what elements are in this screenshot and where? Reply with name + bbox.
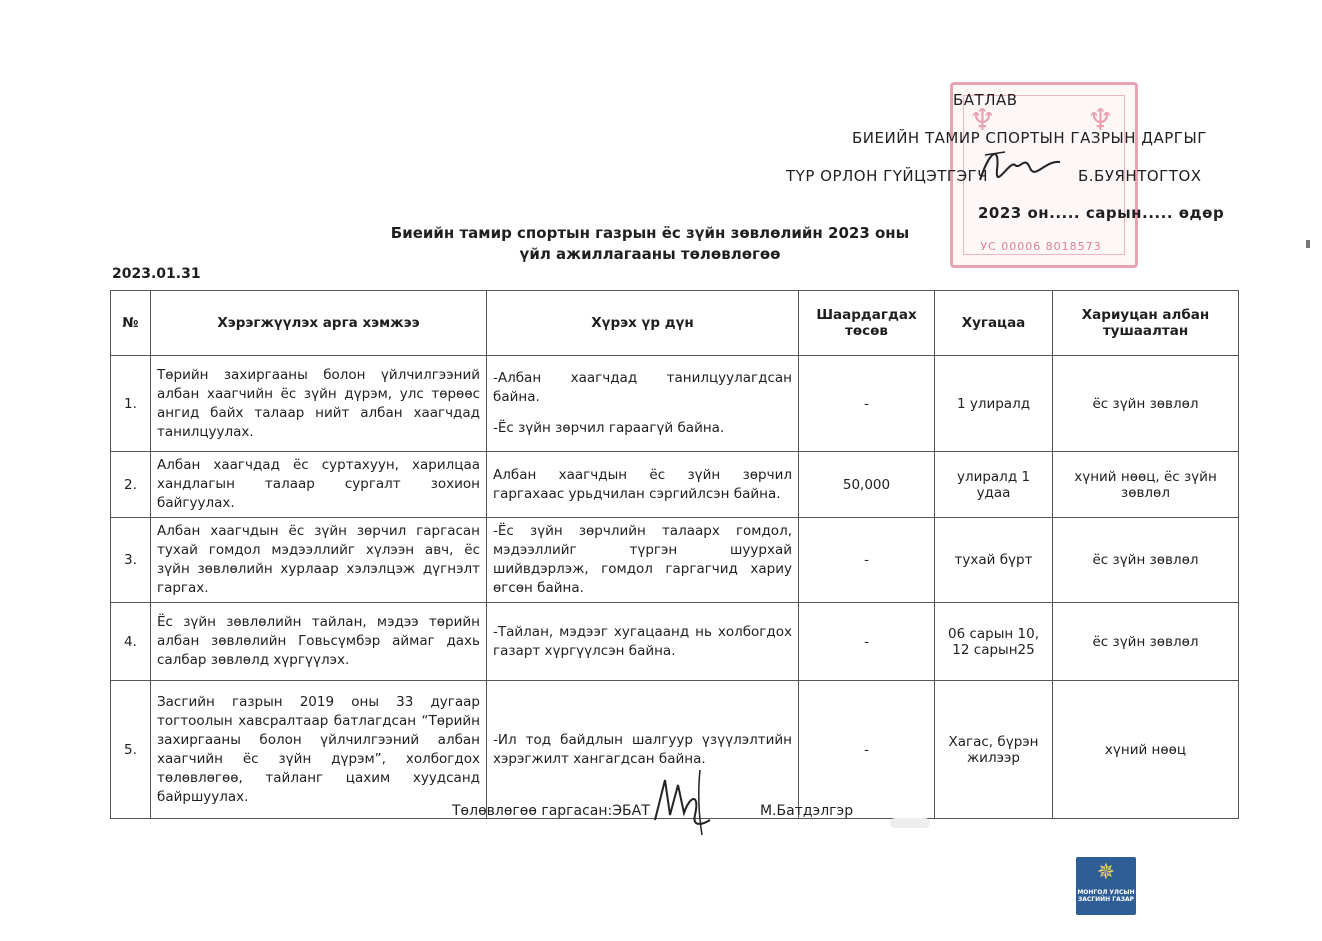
row-responsible: ёс зүйн зөвлөл bbox=[1053, 603, 1239, 681]
approval-label: БАТЛАВ bbox=[953, 91, 1018, 109]
header-result: Хүрэх үр дүн bbox=[487, 291, 799, 356]
header-deadline: Хугацаа bbox=[935, 291, 1053, 356]
title-line-2: үйл ажиллагааны төлөвлөгөө bbox=[519, 245, 781, 263]
preparer-name: М.Батдэлгэр bbox=[760, 803, 854, 819]
logo-line-1: МОНГОЛ УЛСЫН bbox=[1077, 889, 1135, 896]
scan-mark bbox=[1306, 240, 1310, 248]
row-no: 3. bbox=[111, 518, 151, 603]
soyombo-icon: ✵ bbox=[1096, 860, 1116, 885]
row-result bbox=[487, 356, 799, 452]
scan-smudge bbox=[890, 818, 930, 828]
row-action: Засгийн газрын 2019 оны 33 дугаар тогтоолын хавсралтаар батлагдсан “Төрийн захиргааны болон үйлчилгээний албан хаагчийн ёс зүйн дүрэм”, холбогдох төлөвлөгөө, тайланг цахим хуудсанд байршуулах. bbox=[151, 681, 487, 819]
header-no: № bbox=[111, 291, 151, 356]
logo-line-2: ЗАСГИЙН ГАЗАР bbox=[1077, 896, 1135, 903]
header-budget: Шаардагдах төсөв bbox=[799, 291, 935, 356]
row-budget: 50,000 bbox=[799, 452, 935, 518]
row-responsible: ёс зүйн зөвлөл bbox=[1053, 356, 1239, 452]
row-action: Албан хаагчдад ёс суртахуун, харилцаа хандлагын талаар сургалт зохион байгуулах. bbox=[151, 452, 487, 518]
row-result: -Ил тод байдлын шалгуур үзүүлэлтийн хэрэгжилт хангагдсан байна. bbox=[487, 681, 799, 819]
row-responsible: хүний нөөц, ёс зүйн зөвлөл bbox=[1053, 452, 1239, 518]
row-result: -Ёс зүйн зөрчлийн талаарх гомдол, мэдээллийг түргэн шуурхай шийвдэрлэж, гомдол гаргагчид хариу өгсөн байна. bbox=[487, 518, 799, 603]
row-result: Албан хаагчдын ёс зүйн зөрчил гаргахаас урьдчилан сэргийлсэн байна. bbox=[487, 452, 799, 518]
row-responsible: ёс зүйн зөвлөл bbox=[1053, 518, 1239, 603]
approval-name: Б.БУЯНТОГТОХ bbox=[1078, 167, 1202, 185]
row-result-line: -Ёс зүйн зөрчил гараагүй байна. bbox=[493, 420, 725, 436]
row-no: 1. bbox=[111, 356, 151, 452]
table-header-row bbox=[111, 291, 1239, 356]
document-date: 2023.01.31 bbox=[112, 266, 201, 282]
document-title bbox=[370, 223, 930, 265]
prepared-by: Төлөвлөгөө гаргасан:ЭБАТ bbox=[452, 803, 650, 819]
approval-role: ТҮР ОРЛОН ГҮЙЦЭТГЭГЧ bbox=[786, 167, 988, 185]
header-responsible: Хариуцан албан тушаалтан bbox=[1053, 291, 1239, 356]
row-action: Төрийн захиргааны болон үйлчилгээний албан хаагчийн ёс зүйн дүрэм, улс төрөөс ангид байх талаар нийт албан хаагчдад танилцуулах. bbox=[151, 356, 487, 452]
row-deadline: 06 сарын 10, 12 сарын25 bbox=[935, 603, 1053, 681]
row-responsible: хүний нөөц bbox=[1053, 681, 1239, 819]
row-no: 2. bbox=[111, 452, 151, 518]
row-deadline: 1 улиралд bbox=[935, 356, 1053, 452]
table-row bbox=[111, 603, 1239, 681]
row-budget: - bbox=[799, 603, 935, 681]
title-line-1: Биеийн тамир спортын газрын ёс зүйн зөвлөлийн 2023 оны bbox=[390, 224, 910, 242]
row-action: Албан хаагчдын ёс зүйн зөрчил гаргасан тухай гомдол мэдээллийг хүлээн авч, ёс зүйн зөвлөлийн хурлаар хэлэлцэж дүгнэлт гаргах. bbox=[151, 518, 487, 603]
row-deadline: улиралд 1 удаа bbox=[935, 452, 1053, 518]
table-row bbox=[111, 452, 1239, 518]
director-signature bbox=[975, 140, 1065, 200]
row-no: 4. bbox=[111, 603, 151, 681]
header-action: Хэрэгжүүлэх арга хэмжээ bbox=[151, 291, 487, 356]
row-result-line: -Албан хаагчдад танилцуулагдсан байна. bbox=[493, 370, 792, 405]
row-deadline: тухай бүрт bbox=[935, 518, 1053, 603]
row-budget: - bbox=[799, 518, 935, 603]
row-no: 5. bbox=[111, 681, 151, 819]
stamp-ornament-icon: ♆ bbox=[969, 103, 996, 138]
table-row bbox=[111, 518, 1239, 603]
government-logo bbox=[1076, 857, 1136, 915]
stamp-number: УС 00006 8018573 bbox=[980, 240, 1102, 253]
approval-date: 2023 он..... сарын..... өдөр bbox=[978, 204, 1225, 222]
row-action: Ёс зүйн зөвлөлийн тайлан, мэдээ төрийн албан зөвлөлийн Говьсүмбэр аймаг дахь салбар зөвлөлд хүргүүлэх. bbox=[151, 603, 487, 681]
row-result: -Тайлан, мэдээг хугацаанд нь холбогдох газарт хүргүүлсэн байна. bbox=[487, 603, 799, 681]
row-deadline: Хагас, бүрэн жилээр bbox=[935, 681, 1053, 819]
table-row bbox=[111, 356, 1239, 452]
plan-table bbox=[110, 290, 1239, 819]
preparer-signature bbox=[640, 765, 720, 840]
approval-position: БИЕИЙН ТАМИР СПОРТЫН ГАЗРЫН ДАРГЫГ bbox=[852, 129, 1207, 147]
row-budget: - bbox=[799, 681, 935, 819]
stamp-ornament-icon: ♆ bbox=[1087, 103, 1114, 138]
row-budget: - bbox=[799, 356, 935, 452]
